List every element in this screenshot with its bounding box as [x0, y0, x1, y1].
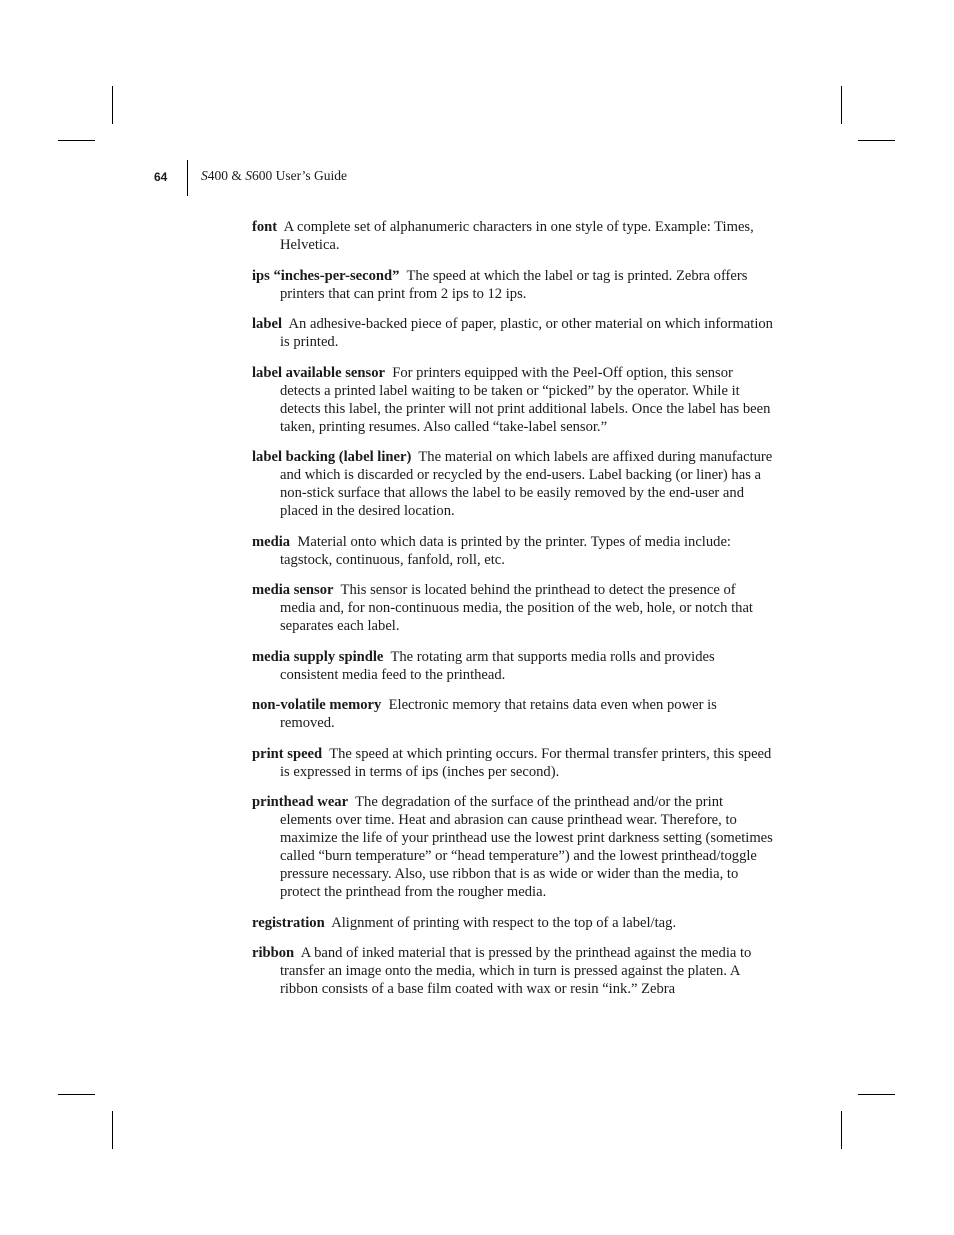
glossary-term: ips “inches-per-second” [252, 267, 400, 284]
glossary-entry-ips [252, 267, 774, 303]
glossary-entry-label [252, 315, 774, 351]
glossary-entry-label-available-sensor [252, 364, 774, 436]
glossary-definition: The rotating arm that supports media rolls and provides consistent media feed to the printhead. [280, 648, 715, 683]
glossary-term: media [252, 533, 291, 550]
title-italic-s-400: S [201, 168, 208, 183]
glossary-definition: The degradation of the surface of the printhead and/or the print elements over time. Heat and abrasion can cause printhead wear. Therefore, to maximize the life of your printhead use the lowest print darkness setting (sometimes called “burn temperature” or “head temperature”) and the lowest printhead/toggle pressure necessary. Also, use ribbon that is as wide or wider than the media, to protect the printhead from the rougher media. [280, 794, 773, 900]
glossary-term: label [252, 316, 282, 332]
glossary-entry-registration [252, 914, 774, 932]
glossary-definition: The speed at which printing occurs. For thermal transfer printers, this speed is expressed in terms of ips (inches per second). [280, 745, 772, 780]
running-header [0, 160, 954, 196]
title-part-600: 600 User’s Guide [252, 168, 348, 183]
glossary-entry-media-supply-spindle [252, 648, 774, 684]
glossary-term: media supply spindle [252, 648, 384, 665]
glossary-entry-non-volatile-memory [252, 696, 774, 732]
glossary-term: media sensor [252, 582, 334, 598]
crop-mark-top-right-horizontal [858, 140, 895, 141]
crop-mark-top-left-vertical [112, 86, 113, 124]
glossary-definition: Alignment of printing with respect to the top of a label/tag. [331, 914, 677, 931]
title-italic-s-600: S [245, 168, 253, 183]
glossary-entry-ribbon [252, 944, 774, 998]
glossary-term: ribbon [252, 945, 295, 961]
glossary-term: label available sensor [252, 364, 385, 381]
crop-mark-bottom-left-horizontal [58, 1094, 95, 1095]
crop-mark-top-right-vertical [841, 86, 842, 124]
document-title [201, 168, 347, 184]
glossary-term: printhead wear [252, 794, 349, 810]
crop-mark-bottom-right-vertical [841, 1111, 842, 1149]
glossary-term: registration [252, 914, 325, 931]
glossary-list [252, 218, 774, 1011]
glossary-term: label backing (label liner) [252, 449, 412, 465]
glossary-definition: A complete set of alphanumeric characters in one style of type. Example: Times, Helvetica. [280, 219, 754, 253]
crop-mark-top-left-horizontal [58, 140, 95, 141]
glossary-term: non-volatile memory [252, 697, 382, 713]
glossary-definition: This sensor is located behind the printhead to detect the presence of media and, for non-continuous media, the position of the web, hole, or notch that separates each label. [280, 582, 753, 634]
glossary-entry-printhead-wear [252, 793, 774, 901]
glossary-term: font [252, 219, 278, 235]
glossary-definition: A band of inked material that is pressed by the printhead against the media to transfer an image onto the media, which in turn is pressed against the platen. A ribbon consists of a base film coated with wax or resin “ink.” Zebra [280, 945, 752, 997]
glossary-entry-media-sensor [252, 581, 774, 635]
glossary-definition: The speed at which the label or tag is printed. Zebra offers printers that can print from 2 ips to 12 ips. [280, 267, 748, 302]
glossary-term: print speed [252, 745, 323, 762]
glossary-definition: Material onto which data is printed by the printer. Types of media include: tagstock, continuous, fanfold, roll, etc. [280, 533, 731, 568]
glossary-entry-font [252, 218, 774, 254]
page-number: 64 [154, 170, 168, 184]
header-divider [187, 160, 188, 196]
glossary-definition: Electronic memory that retains data even when power is removed. [280, 697, 717, 731]
crop-mark-bottom-left-vertical [112, 1111, 113, 1149]
glossary-definition: For printers equipped with the Peel-Off option, this sensor detects a printed label waiting to be taken or “picked” by the operator. While it detects this label, the printer will not print additional labels. Once the label has been taken, printing resumes. Also called “take-label sensor.” [280, 364, 771, 435]
title-part-400: 400 & [207, 168, 246, 183]
glossary-entry-media [252, 533, 774, 569]
crop-mark-bottom-right-horizontal [858, 1094, 895, 1095]
glossary-definition: An adhesive-backed piece of paper, plastic, or other material on which information is printed. [280, 316, 773, 350]
glossary-entry-label-backing [252, 448, 774, 520]
glossary-definition: The material on which labels are affixed during manufacture and which is discarded or recycled by the end-users. Label backing (or liner) has a non-stick surface that allows the label to be easily removed by the end-user and placed in the desired location. [280, 449, 773, 519]
glossary-entry-print-speed [252, 745, 774, 781]
